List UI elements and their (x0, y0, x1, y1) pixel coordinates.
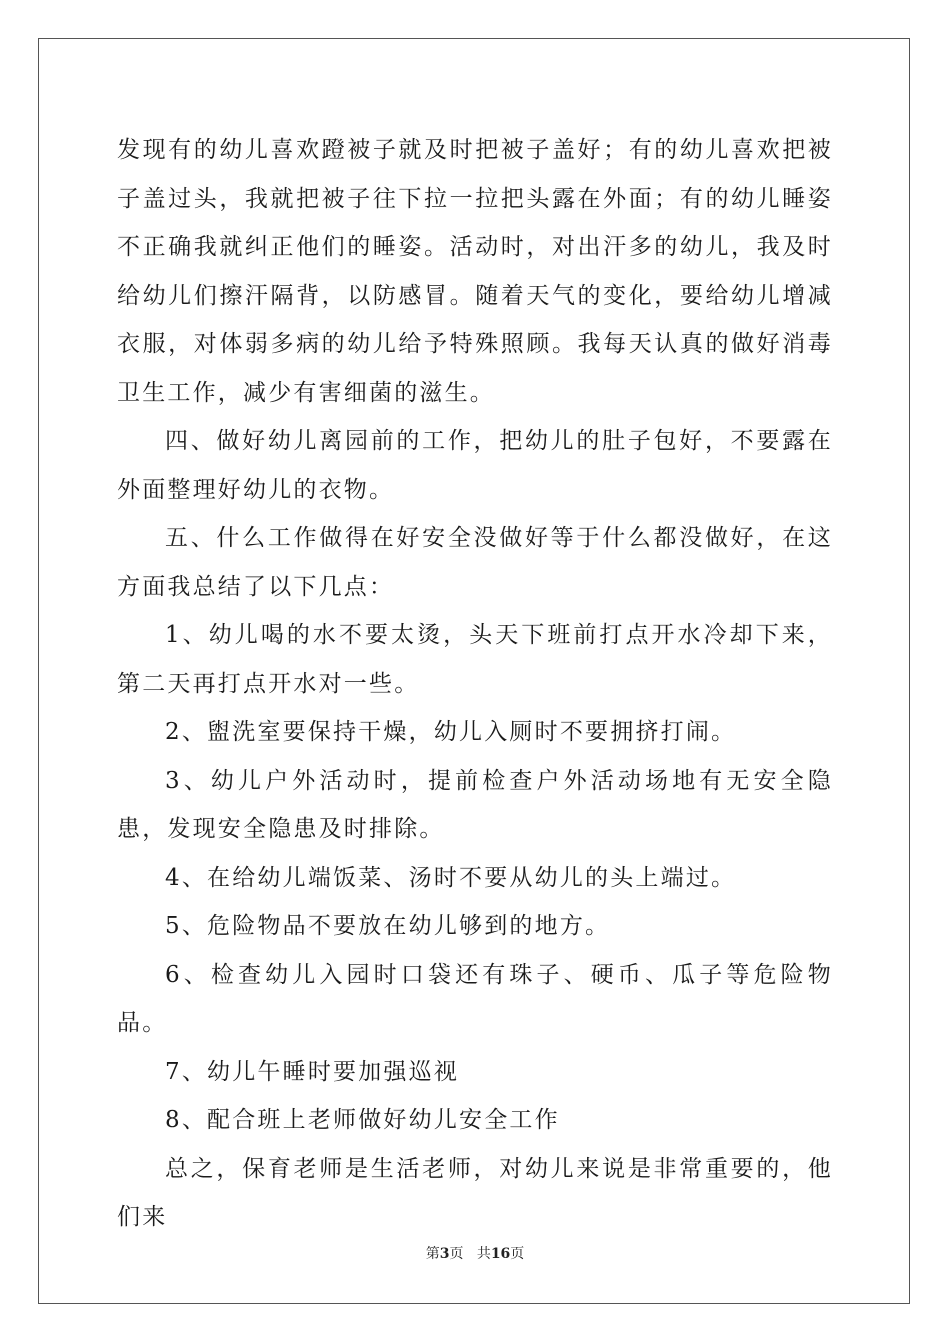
footer-total-prefix: 共 (476, 1246, 491, 1262)
document-body (117, 126, 833, 1242)
footer-page-word: 页 (449, 1246, 464, 1262)
list-item: 3、幼儿户外活动时，提前检查户外活动场地有无安全隐患，发现安全隐患及时排除。 (117, 767, 833, 842)
list-item: 7、幼儿午睡时要加强巡视 (165, 1058, 460, 1085)
footer-prefix: 第 (425, 1246, 440, 1262)
footer-total-suffix: 页 (510, 1246, 525, 1262)
page-footer (0, 1243, 950, 1263)
paragraph: 总之，保育老师是生活老师，对幼儿来说是非常重要的，他们来 (117, 1155, 833, 1230)
list-item: 1、幼儿喝的水不要太烫，头天下班前打点开水冷却下来，第二天再打点开水对一些。 (117, 622, 833, 697)
paragraph: 五、什么工作做得在好安全没做好等于什么都没做好，在这方面我总结了以下几点： (117, 525, 833, 600)
list-item: 8、配合班上老师做好幼儿安全工作 (165, 1107, 560, 1133)
paragraph: 四、做好幼儿离园前的工作，把幼儿的肚子包好，不要露在外面整理好幼儿的衣物。 (117, 428, 833, 503)
current-page-number: 3 (439, 1246, 450, 1262)
list-item: 5、危险物品不要放在幼儿够到的地方。 (165, 913, 611, 939)
total-pages-number: 16 (490, 1246, 511, 1262)
list-item: 6、检查幼儿入园时口袋还有珠子、硬币、瓜子等危险物品。 (117, 961, 833, 1036)
list-item: 4、在给幼儿端饭菜、汤时不要从幼儿的头上端过。 (165, 864, 737, 891)
paragraph: 发现有的幼儿喜欢蹬被子就及时把被子盖好；有的幼儿喜欢把被子盖过头，我就把被子往下拉一拉把头露在外面；有的幼儿睡姿不正确我就纠正他们的睡姿。活动时，对出汗多的幼儿，我及时给幼儿们擦汗隔背，以防感冒。随着天气的变化，要给幼儿增减衣服，对体弱多病的幼儿给予特殊照顾。我每天认真的做好消毒卫生工作，减少有害细菌的滋生。 (117, 137, 833, 406)
list-item: 2、盥洗室要保持干燥，幼儿入厕时不要拥挤打闹。 (165, 719, 737, 745)
